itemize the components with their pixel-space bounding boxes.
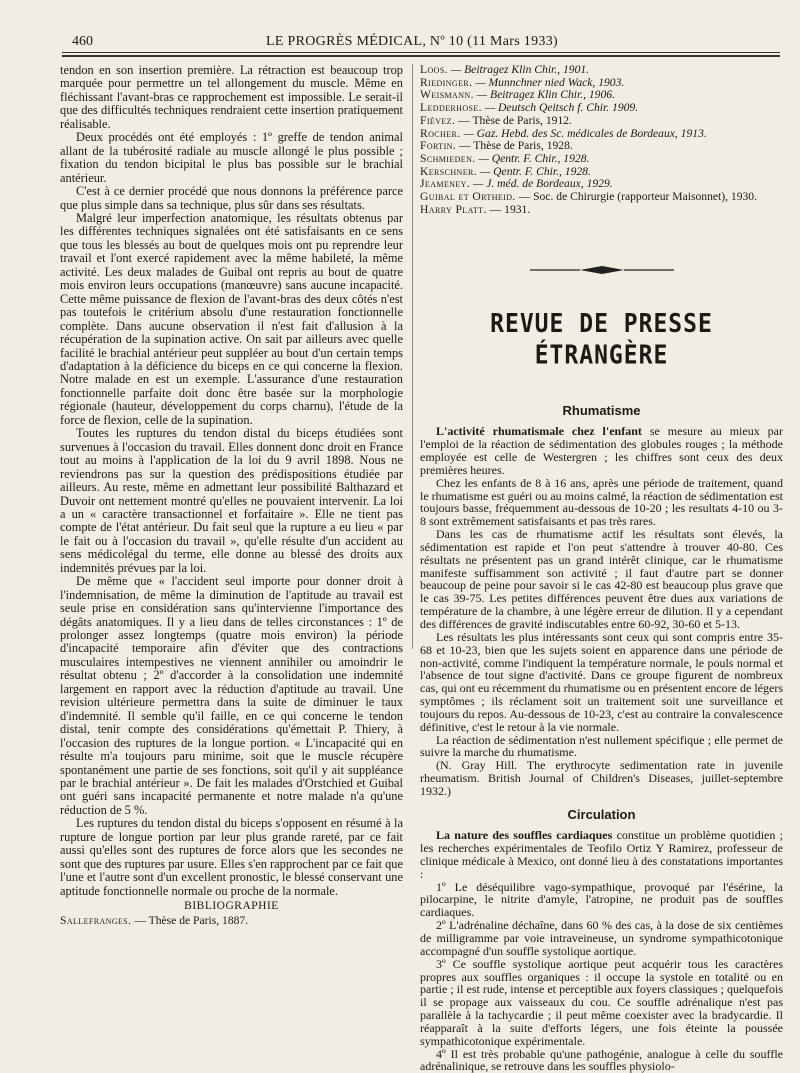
subheading-circulation: Circulation (567, 806, 636, 822)
paragraph: 4º Il est très probable qu'une pathogénie, analogue à celle du souffle adrénalinique, se retrouve dans les souffles physiolo- (420, 1046, 783, 1073)
bib-author: Weismann. (420, 88, 474, 102)
header-rule (62, 52, 780, 53)
paragraph: Toutes les ruptures du tendon distal du biceps étudiées sont survenues à l'occasion du travail. Elles donnent donc droit en France tout au moins à l'application de la loi du 9 avril 1898. Nous ne reviendrons pas sur la question des prédispositions étudiée par ailleurs. Au reste, même en admettant leur possibilité Balthazard et Duvoir ont nettement montré qu'elles ne pouvaient intervenir. La loi a un « caractère transactionnel et forfaitaire ». Elle ne tient pas compte de l'état antérieur. Du fait seul que la rupture a eu lieu « par le fait ou à l'occasion du travail », qu'elle résulte d'un accident au sens médicolégal du terme, elle donne au blessé des droits aux indemnités prévues par la loi. (60, 426, 403, 575)
bib-author: Riedinger. (420, 75, 473, 89)
lead-in: L'activité rhumatismale chez l'enfant (436, 424, 642, 439)
paragraph: De même que « l'accident seul importe pour donner droit à l'indemnisation, de même la diminution de l'aptitude au travail est seule prise en considération sans qu'intervienne l'importance des dégâts anatomiques. Il y a lieu dans de telles circonstances : 1º de prolonger assez longtemps (quatre mois environ) la période d'incapacité temporaire afin d'éviter que des contractions musculaires intempestives ne viennent annihiler ou amoindrir le résultat obtenu ; 2º d'accorder à la consolidation une indemnité largement en rapport avec la réduction d'aptitude au travail. Une revision ultérieure permettra dans la suite de diminuer le taux d'indemnité. Il semble qu'il faille, en ce qui concerne le tendon distal, tenir compte des considérations qu'émettait P. Thiery, à l'occasion des ruptures de la longue portion. « L'incapacité qui en résulte m'a toujours paru minime, soit que le muscle récupère spontanément une partie de ses fonctions, soit qu'il y ait suppléance par le brachial antérieur ». De fait les malades d'Orstchied et Guibal ont guéri sans incapacité permanente et notre malade n'a qu'une réduction de 5 %. (60, 574, 403, 817)
lead-in: La nature des souffles cardiaques (436, 828, 613, 843)
bib-reference: — Thèse de Paris, 1912. (458, 113, 572, 127)
page-number: 460 (72, 34, 93, 49)
header-rule-double (62, 55, 780, 57)
bib-reference: — Beitragez Klin Chir., 1906. (476, 88, 615, 102)
paragraph: La réaction de sédimentation n'est nullement spécifique ; elle permet de suivre la marche du rhumatisme. (420, 732, 783, 760)
bibliography-heading: BIBLIOGRAPHIE (184, 900, 279, 913)
bib-reference: — Munnchner nied Wack, 1903. (475, 75, 625, 89)
bib-reference: — Gaz. Hebd. des Sc. médicales de Bordeaux, 1913. (463, 126, 707, 140)
paragraph: Dans les cas de rhumatisme actif les résultats sont élevés, la sédimentation est rapide et l'on peut s'attendre à trouver 40-80. Ces résultats ne présentent pas un grand intérêt clinique, car le rhumatisme manifeste suffisamment son activité ; il faut d'autre part se donner beaucoup de peine pour savoir si le cas 42-80 est beaucoup plus grave que le cas 39-75. Les petites différences peuvent être dues aux variations de température de la chambre, à une légère erreur de dilution. Il y a cependant des différences de gravité indiscutables entre 60-92, 30-60 et 5-13. (420, 527, 783, 631)
paragraph (420, 425, 783, 476)
paragraph: C'est à ce dernier procédé que nous donnons la préférence parce que plus simple dans sa technique, plus sûr dans ses résultats. (60, 184, 403, 212)
paragraph: 1º Le déséquilibre vago-sympathique, provoqué par l'ésérine, la pilocarpine, le nitrite d'amyle, l'atropine, ne produit pas de souffles cardiaques. (420, 879, 783, 920)
paragraph-body: se mesure au mieux par l'emploi de la réaction de sédimentation des globules rouges ; la méthode employée est celle de Westergren ; les chiffres sont ceux des deux premières heures. (420, 424, 784, 477)
citation: (N. Gray Hill. The erythrocyte sedimentation rate in juvenile rheumatism. British Journal of Children's Diseases, juillet-septembre 1932.) (420, 758, 783, 798)
paragraph: Malgré leur imperfection anatomique, les résultats obtenus par les différentes techniques signalées ont été satisfaisants en ce sens que tous les blessés au bout de quelques mois ont pu reprendre leur travail et l'ont exercé rapidement avec la même habileté, la même activité. Les deux malades de Guibal ont repris au bout de quatre mois environ leurs occupations (manœuvre) sans aucune incapacité. Cette même puissance de flexion de l'avant-bras des deux côtés n'est pas toutefois le critérium absolu d'une restauration fonctionnelle complète. Dans aucune observation il n'est fait d'allusion à la récupération de la supination active. On sait par ailleurs avec quelle facilité le brachial antérieur peut suppléer au bout d'un certain temps d'adaptation à la déficience du biceps en ce qui concerne la flexion. Notre malade en est un exemple. L'assurance d'une restauration fonctionnelle parfaite doit donc être basée sur la morphologie régionale (hauteur, développement du corps charnu), l'étude de la force de flexion, celle de la supination. (60, 210, 403, 427)
subheading-rhumatisme: Rhumatisme (562, 402, 641, 418)
paragraph: Deux procédés ont été employés : 1º greffe de tendon animal allant de la tubérosité radiale au muscle allongé le plus possible ; fixation du tendon bicipital le plus bas possible sur le brachial antérieur. (60, 130, 403, 185)
bib-reference: — Qentr. F. Chir., 1928. (479, 164, 591, 178)
paragraph-body: constitue un problème quotidien ; les recherches expérimentales de Teofilo Ortiz Y Ramirez, professeur de clinique médicale à Mexico, ont donné lieu à des constatations importantes : (420, 828, 784, 881)
bib-author: Fièvez. (420, 113, 456, 127)
paragraph: Les résultats les plus intéressants sont ceux qui sont compris entre 35-68 et 10-23, bien que les sujets soient en apparence dans une période de non-activité, comme l'indiquent la température normale, le pouls normal et l'absence de tout signe d'activité. Dans ce groupe figurent de nombreux cas, qui ont eu récemment du rhumatisme ou en présentent encore de légers symptômes ; ils réclament soit un traitement soit une surveillance et toujours du repos. Au-dessous de 10-23, c'est au contraire la convalescence définitive, c'est le retour à la vie normale. (420, 629, 783, 734)
bibliography-entry (60, 914, 403, 927)
column-divider (412, 64, 413, 649)
bib-author: Kerschner. (420, 164, 478, 178)
bib-reference: — 1931. (489, 202, 531, 216)
paragraph: 2º L'adrénaline déchaîne, dans 60 % des cas, à la dose de six centièmes de milligramme par voie intraveineuse, un syndrome sympathicotonique accompagné d'un souffle systolique aortique. (420, 918, 783, 958)
paragraph (420, 829, 783, 880)
bib-author: Harry Platt. (420, 202, 487, 216)
bib-author: Sallefranges. (60, 913, 132, 927)
bib-reference: — Beitragez Klin Chir., 1901. (450, 63, 590, 76)
bib-reference: — Qentr. F. Chir., 1928. (478, 151, 590, 165)
bib-reference: — J. méd. de Bordeaux, 1929. (473, 177, 613, 191)
paragraph: 3º Ce souffle systolique aortique peut acquérir tous les caractères propres aux souffles organiques : il occupe la systole en totalité ou en partie ; il est rude, intense et perceptible aux foyers classiques ; quelquefois il se propage aux vaisseaux du cou. Ce souffle adrénalique n'est pas parallèle à la tachycardie ; il peut même coexister avec la bradycardie. Il réapparaît à la suite d'efforts légers, une fois éteinte la poussée sympathicotonique expérimentale. (420, 956, 783, 1048)
bib-author: Jeameney. (420, 177, 471, 191)
paragraph: tendon en son insertion première. La rétraction est beaucoup trop marquée pour permettre un tel allongement du muscle. Même en fléchissant l'avant-bras ce rapprochement est impossible. Le serait-il que des difficultés techniques rendraient cette insertion pratiquement réalisable. (60, 63, 403, 131)
ornament-divider (420, 262, 783, 278)
paragraph: Chez les enfants de 8 à 16 ans, après une période de traitement, quand le rhumatisme est guéri ou au moins calmé, la réaction de sédimentation est toujours basse, fréquemment au-dessous de 10-20 ; les resultats 4-10 ou 3-8 sont extrêmement satisfaisants et pas très rares. (420, 475, 783, 529)
bib-author: Ledderhose. (420, 101, 482, 115)
right-column (420, 64, 783, 1073)
bib-author: Guibal et Ortheid. (420, 190, 516, 204)
paragraph: Les ruptures du tendon distal du biceps s'opposent en résumé à la rupture de longue portion par leur plus grande rareté, par ce fait aussi qu'elles sont des ruptures de force alors que les secondes ne sont que des ruptures par usure. Elles s'en rapprochent par ce fait que l'une et l'autre sont d'un excellent pronostic, le blessé conservant une aptitude fonctionnelle normale ou proche de la normale. (60, 816, 403, 898)
bib-author: Loos. (420, 63, 448, 76)
bibliography-entry (420, 204, 783, 217)
bib-reference: — Thèse de Paris, 1928. (459, 139, 573, 153)
bib-reference: — Soc. de Chirurgie (rapporteur Maisonnet), 1930. (518, 190, 757, 204)
bib-author: Schmieden. (420, 151, 476, 165)
bibliography-list (420, 64, 783, 216)
bib-author: Rocher. (420, 126, 461, 140)
running-title: LE PROGRÈS MÉDICAL, Nº 10 (11 Mars 1933) (266, 34, 558, 49)
section-title: REVUE DE PRESSE ÉTRANGÈRE (490, 309, 713, 371)
left-column (60, 64, 403, 927)
bib-author: Fortin. (420, 139, 457, 153)
bib-reference: — Deutsch Qeitsch f. Chir. 1909. (484, 101, 639, 115)
bib-reference: — Thèse de Paris, 1887. (134, 913, 249, 927)
